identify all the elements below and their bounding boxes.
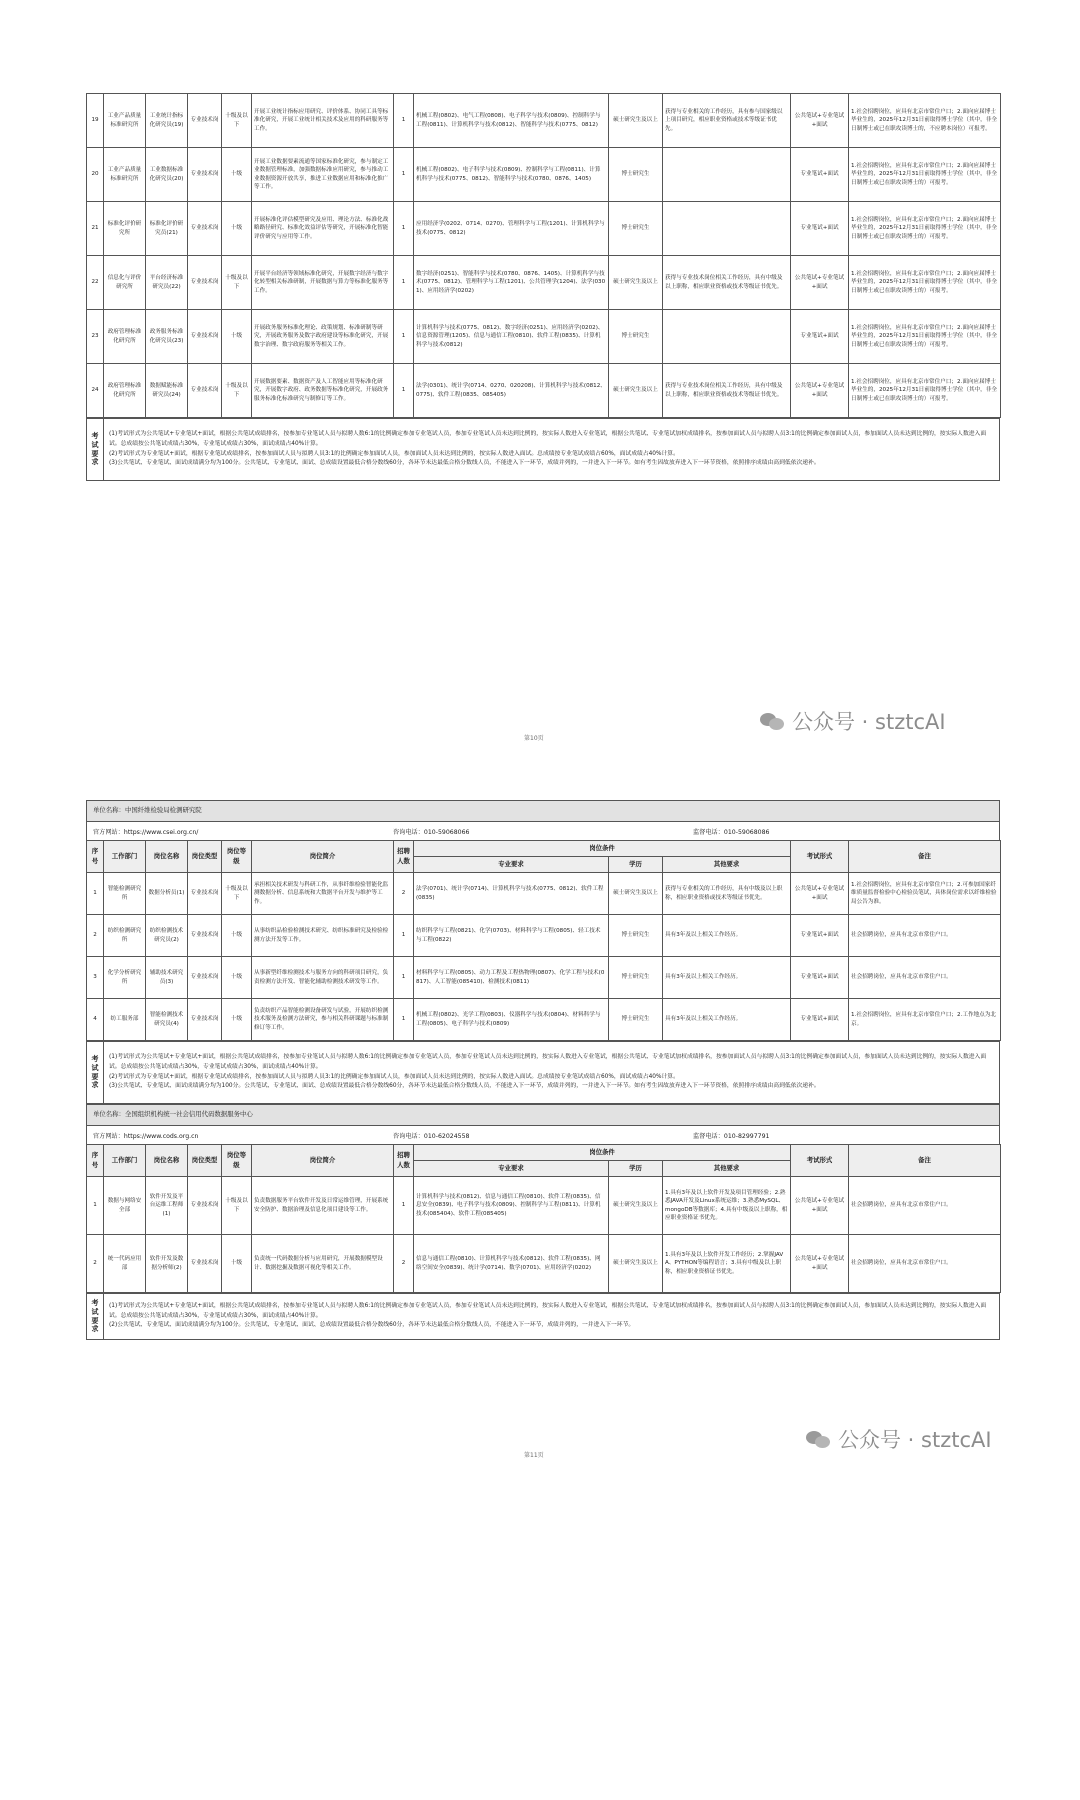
header-other: 其他要求 — [663, 1161, 791, 1177]
supervise-phone: 监督电话：010-59068086 — [693, 828, 770, 836]
header-exam: 考试形式 — [791, 1145, 849, 1177]
cell-num: 1 — [394, 256, 414, 310]
cell-major: 数字经济(0251)、智能科学与技术(0780、0876、1405)、计算机科学与技术(0775、0812)、管理科学与工程(1201)、公共管理学(1204)、法学(0301)、应用经济学(0202) — [414, 256, 609, 310]
req-line: (2)公共笔试、专业笔试、面试成绩满分均为100分。公共笔试、专业笔试、面试、总成绩设置最低合格分数线60分，各环节未达最低合格分数线人员，不能进入下一环节，成绩并列的，一并进入下一环节。 — [109, 1322, 635, 1329]
cell-post: 智能检测技术研究员(4) — [146, 999, 188, 1041]
cell-level: 十级 — [222, 310, 252, 364]
header-no: 序号 — [87, 1145, 104, 1177]
table-row — [87, 364, 1001, 418]
cell-major: 机械工程(0802)、电子科学与技术(0809)、控制科学与工程(0811)、计算机科学与技术(0775、0812)、智能科学与技术(0780、0876、1405) — [414, 148, 609, 202]
cell-edu: 博士研究生 — [609, 915, 663, 957]
req-line: (3)公共笔试、专业笔试、面试成绩满分均为100分。公共笔试、专业笔试、面试、总成绩设置最低合格分数线60分，各环节未达最低合格分数线人员，不能进入下一环节，成绩并列的，一并进入下一环节。如有考生因故放弃进入下一环节资格，依照排序成绩由高到低依次递补。 — [109, 460, 820, 467]
supervise-phone: 监督电话：010-82997791 — [693, 1132, 770, 1140]
cell-no: 4 — [87, 999, 104, 1041]
cell-edu: 博士研究生 — [609, 957, 663, 999]
cell-level: 十级及以下 — [222, 1177, 252, 1235]
cell-intro: 负责纺织产品智能检测设备研发与试验，开展纺织检测技术服务及检测方法研究，参与相关科研课题与标准制修订等工作。 — [252, 999, 394, 1041]
cell-intro: 开展工业统计指标应用研究、评价体系、协同工具等标准化研究，开展工业统计相关技术及应用的科研服务等工作。 — [252, 94, 394, 148]
cell-exam: 公共笔试+专业笔试+面试 — [791, 1235, 849, 1293]
header-cond: 岗位条件 — [414, 1145, 791, 1161]
cell-other: 获得与专业相关的工作经历，具有中级及以上职称，相应职业资格或技术等级证书优先。 — [663, 873, 791, 915]
cell-note: 1.社会招聘岗位，应具有北京市常住户口；2.面向应届博士毕业生的，2025年12月31日前取得博士学位（其中，非全日制博士或已在职攻读博士的，不应聘本岗位）可报考。 — [849, 94, 1001, 148]
cell-intro: 从事新型纤维检测技术与服务方向的科研项目研究，负责检测方法开发、智能化辅助检测技术研发等工作。 — [252, 957, 394, 999]
cell-other: 1.具有3年及以上软件开发工作经历；2.掌握JAVA、PYTHON等编程语言；3.具有中级及以上职称，相应职业资格证书优先。 — [663, 1235, 791, 1293]
cell-note: 1.社会招聘岗位，应具有北京市常住户口；2.面向应届博士毕业生的，2025年12月31日前取得博士学位（其中，非全日制博士或已在职攻读博士的）可报考。 — [849, 364, 1001, 418]
cell-intro: 开展数据要素、数据资产及人工智能应用等标准化研究，开展数字政府、政务数据等标准化研究，开展政务服务标准化标准研究与制修订等工作。 — [252, 364, 394, 418]
req-line: (3)公共笔试、专业笔试、面试成绩满分均为100分。公共笔试、专业笔试、面试、总成绩设置最低合格分数线60分，各环节未达最低合格分数线人员，不能进入下一环节，成绩并列的，一并进入下一环节。如有考生因故放弃进入下一环节资格，依照排序成绩由高到低依次递补。 — [109, 1083, 820, 1090]
cell-num: 1 — [394, 310, 414, 364]
cell-level: 十级 — [222, 148, 252, 202]
cell-edu: 硕士研究生及以上 — [609, 256, 663, 310]
cell-intro: 开展政务服务标准化理论、政策规划、标准研制等研究，开展政务服务及数字政府建设等标准化研究，开展数字治理、数字政府服务等相关工作。 — [252, 310, 394, 364]
header-major: 专业要求 — [414, 1161, 609, 1177]
header-intro: 岗位简介 — [252, 1145, 394, 1177]
cell-num: 2 — [394, 1235, 414, 1293]
header-no: 序号 — [87, 841, 104, 873]
jobs-table-unit-1 — [86, 840, 1001, 1041]
cell-dept: 纺工服务部 — [104, 999, 146, 1041]
cell-note: 1.社会招聘岗位，应具有北京市常住户口；2.可参加国家纤维质量监督检验中心检验员笔试，具体岗位需求以纤维检验局公告为准。 — [849, 873, 1001, 915]
sheet-page-1 — [86, 93, 1000, 481]
cell-exam: 公共笔试+专业笔试+面试 — [791, 1177, 849, 1235]
cell-level: 十级 — [222, 1235, 252, 1293]
cell-type: 专业技术岗 — [188, 94, 222, 148]
cell-type: 专业技术岗 — [188, 957, 222, 999]
header-level: 岗位等级 — [222, 1145, 252, 1177]
cell-exam: 专业笔试+面试 — [791, 999, 849, 1041]
cell-level: 十级及以下 — [222, 256, 252, 310]
cell-no: 3 — [87, 957, 104, 999]
table-row — [87, 94, 1001, 148]
cell-level: 十级 — [222, 999, 252, 1041]
cell-post: 工业统计指标化研究员(19) — [146, 94, 188, 148]
cell-edu: 博士研究生 — [609, 999, 663, 1041]
cell-dept: 纺织检测研究所 — [104, 915, 146, 957]
cell-post: 辅助技术研究员(3) — [146, 957, 188, 999]
cell-other: 获得与专业技术岗位相关工作经历，具有中级及以上职称，相应职业资格或技术等级证书优先。 — [663, 256, 791, 310]
cell-dept: 政府管理标准化研究所 — [104, 364, 146, 418]
cell-note: 社会招聘岗位，应具有北京市常住户口。 — [849, 957, 1001, 999]
cell-level: 十级 — [222, 915, 252, 957]
cell-edu: 博士研究生 — [609, 310, 663, 364]
cell-dept: 化学分析研究所 — [104, 957, 146, 999]
page-number: 第11页 — [524, 1452, 544, 1459]
cell-note: 1.社会招聘岗位，应具有北京市常住户口；2.面向应届博士毕业生的，2025年12月31日前取得博士学位（其中，非全日制博士或已在职攻读博士的）可报考。 — [849, 256, 1001, 310]
cell-dept: 政府管理标准化研究所 — [104, 310, 146, 364]
cell-major: 信息与通信工程(0810)、计算机科学与技术(0812)、软件工程(0835)、网络空间安全(0839)、统计学(0714)、数学(0701)、应用经济学(0202) — [414, 1235, 609, 1293]
unit-info-bar — [86, 1125, 1000, 1144]
cell-note: 1.社会招聘岗位，应具有北京市常住户口；2.面向应届博士毕业生的，2025年12月31日前取得博士学位（其中，非全日制博士或已在职攻读博士的）可报考。 — [849, 148, 1001, 202]
req-text — [104, 1042, 1000, 1104]
cell-num: 1 — [394, 999, 414, 1041]
cell-post: 标准化评价研究员(21) — [146, 202, 188, 256]
cell-other: 获得与专业技术岗位相关工作经历，具有中级及以上职称，相应职业资格或技术等级证书优先。 — [663, 364, 791, 418]
header-exam: 考试形式 — [791, 841, 849, 873]
header-post: 岗位名称 — [146, 1145, 188, 1177]
cell-type: 专业技术岗 — [188, 256, 222, 310]
cell-major: 应用经济学(0202、0714、0270)、管理科学与工程(1201)、计算机科学与技术(0775、0812) — [414, 202, 609, 256]
cell-type: 专业技术岗 — [188, 1177, 222, 1235]
cell-edu: 博士研究生 — [609, 148, 663, 202]
req-label: 考试要求 — [87, 419, 104, 481]
header-edu: 学历 — [609, 1161, 663, 1177]
table-row — [87, 915, 1001, 957]
cell-dept: 工业产品质量标准研究所 — [104, 148, 146, 202]
cell-other: 具有3年及以上相关工作经历。 — [663, 915, 791, 957]
cell-edu: 硕士研究生及以上 — [609, 94, 663, 148]
cell-level: 十级及以下 — [222, 94, 252, 148]
table-row — [87, 256, 1001, 310]
cell-post: 工业数据标准化研究员(20) — [146, 148, 188, 202]
cell-num: 1 — [394, 148, 414, 202]
header-cond: 岗位条件 — [414, 841, 791, 857]
req-line: (1)考试形式为公共笔试+专业笔试+面试，根据公共笔试成绩排名，按参加专业笔试人员与拟聘人数6:1的比例确定参加专业笔试人员，参加专业笔试人员未达到比例的，按实际人数进入专业笔试，根据公共笔试、专业笔试加权成绩排名，按参加面试人员与拟聘人员3:1的比例确定参加面试人员，参加面试人员未达到比例的，按实际人数进入面试。总成绩按公共笔试成绩占30%，专业笔试成绩占30%，面试成绩占40%计算。 — [109, 1053, 987, 1070]
header-intro: 岗位简介 — [252, 841, 394, 873]
cell-no: 22 — [87, 256, 104, 310]
cell-major: 计算机科学与技术(0775、0812)、数字经济(0251)、应用经济学(0202)、信息资源管理(1205)、信息与通信工程(0810)、软件工程(0835)、计算机科学与技术(0812) — [414, 310, 609, 364]
table-row — [87, 202, 1001, 256]
cell-post: 软件开发及平台运维工程师(1) — [146, 1177, 188, 1235]
cell-post: 数据分析员(1) — [146, 873, 188, 915]
unit-title: 单位名称：中国纤维检验局检测研究院 — [86, 800, 1000, 821]
cell-other — [663, 310, 791, 364]
req-line: (2)考试形式为专业笔试+面试，根据专业笔试成绩排名，按参加面试人员与拟聘人员3:1的比例确定参加面试人员，参加面试人员未达到比例的，按实际人数进入面试。总成绩按专业笔试成绩占60%，面试成绩占40%计算。 — [109, 1073, 679, 1080]
cell-exam: 公共笔试+专业笔试+面试 — [791, 873, 849, 915]
cell-note: 社会招聘岗位，应具有北京市常住户口。 — [849, 915, 1001, 957]
cell-note: 1.社会招聘岗位，应具有北京市常住户口；2.面向应届博士毕业生的，2025年12月31日前取得博士学位（其中，非全日制博士或已在职攻读博士的）可报考。 — [849, 310, 1001, 364]
cell-dept: 数据与网络安全部 — [104, 1177, 146, 1235]
header-post: 岗位名称 — [146, 841, 188, 873]
watermark — [806, 1424, 992, 1454]
cell-level: 十级 — [222, 202, 252, 256]
header-type: 岗位类型 — [188, 1145, 222, 1177]
cell-edu: 硕士研究生及以上 — [609, 1235, 663, 1293]
cell-exam: 专业笔试+面试 — [791, 310, 849, 364]
cell-num: 1 — [394, 94, 414, 148]
cell-other: 具有3年及以上相关工作经历。 — [663, 999, 791, 1041]
cell-major: 机械工程(0802)、光学工程(0803)、仪器科学与技术(0804)、材料科学与工程(0805)、电子科学与技术(0809) — [414, 999, 609, 1041]
cell-note: 1.社会招聘岗位，应具有北京市常住户口；2.工作地点为北京。 — [849, 999, 1001, 1041]
exam-requirements-unit-1 — [86, 1041, 1000, 1104]
jobs-table-unit-2 — [86, 1144, 1001, 1293]
req-line: (1)考试形式为公共笔试+专业笔试+面试，根据公共笔试成绩排名，按参加专业笔试人员与拟聘人数6:1的比例确定参加专业笔试人员，参加专业笔试人员未达到比例的，按实际人数进入专业笔试，根据公共笔试、专业笔试加权成绩排名，按参加面试人员与拟聘人员3:1的比例确定参加面试人员，参加面试人员未达到比例的，按实际人数进入面试。总成绩按公共笔试成绩占30%，专业笔试成绩占30%，面试成绩占40%计算。 — [109, 430, 987, 447]
cell-dept: 工业产品质量标准研究所 — [104, 94, 146, 148]
cell-dept: 统一代码应用部 — [104, 1235, 146, 1293]
cell-post: 软件开发及数据分析师(2) — [146, 1235, 188, 1293]
cell-level: 十级 — [222, 957, 252, 999]
header-note: 备注 — [849, 1145, 1001, 1177]
cell-major: 法学(0301)、统计学(0714、0270、020208)、计算机科学与技术(0812、0775)、软件工程(0835、085405) — [414, 364, 609, 418]
unit-info-bar — [86, 821, 1000, 840]
cell-exam: 专业笔试+面试 — [791, 915, 849, 957]
cell-type: 专业技术岗 — [188, 310, 222, 364]
cell-level: 十级及以下 — [222, 873, 252, 915]
watermark-text: 公众号 · stztcAI — [838, 1428, 992, 1452]
table-row — [87, 148, 1001, 202]
cell-dept: 智能检测研究所 — [104, 873, 146, 915]
header-note: 备注 — [849, 841, 1001, 873]
table-row — [87, 999, 1001, 1041]
header-dept: 工作部门 — [104, 841, 146, 873]
cell-no: 20 — [87, 148, 104, 202]
table-row — [87, 1177, 1001, 1235]
cell-note: 社会招聘岗位，应具有北京市常住户口。 — [849, 1177, 1001, 1235]
cell-num: 1 — [394, 957, 414, 999]
cell-type: 专业技术岗 — [188, 1235, 222, 1293]
watermark-text: 公众号 · stztcAI — [792, 710, 946, 734]
cell-no: 2 — [87, 915, 104, 957]
table-row — [87, 310, 1001, 364]
cell-edu: 博士研究生 — [609, 202, 663, 256]
header-dept: 工作部门 — [104, 1145, 146, 1177]
cell-dept: 标准化评价研究所 — [104, 202, 146, 256]
cell-type: 专业技术岗 — [188, 364, 222, 418]
cell-intro: 承担相关技术研发与科研工作，从事纤维检验智能化监测数据分析、信息系统和大数据平台开发与维护等工作。 — [252, 873, 394, 915]
req-text — [104, 1294, 1000, 1340]
req-line: (2)考试形式为专业笔试+面试，根据专业笔试成绩排名，按参加面试人员与拟聘人员3:1的比例确定参加面试人员，参加面试人员未达到比例的，按实际人数进入面试。总成绩按专业笔试成绩占60%，面试成绩占40%计算。 — [109, 450, 679, 457]
cell-num: 2 — [394, 873, 414, 915]
table-row — [87, 1235, 1001, 1293]
req-label: 考试要求 — [87, 1294, 104, 1340]
cell-other: 具有3年及以上相关工作经历。 — [663, 957, 791, 999]
header-edu: 学历 — [609, 857, 663, 873]
cell-intro: 开展工业数据要素流通等国家标准化研究，参与制定工业数据管理标准，加强数据标准应用研究，参与推动工业数据资源开放共享，推进工业数据应用和标准化推广等工作。 — [252, 148, 394, 202]
header-num: 招聘人数 — [394, 1145, 414, 1177]
cell-num: 1 — [394, 364, 414, 418]
header-num: 招聘人数 — [394, 841, 414, 873]
cell-type: 专业技术岗 — [188, 873, 222, 915]
cell-note: 1.社会招聘岗位，应具有北京市常住户口；2.面向应届博士毕业生的，2025年12月31日前取得博士学位（其中，非全日制博士或已在职攻读博士的）可报考。 — [849, 202, 1001, 256]
cell-type: 专业技术岗 — [188, 999, 222, 1041]
cell-other — [663, 148, 791, 202]
cell-exam: 公共笔试+专业笔试+面试 — [791, 364, 849, 418]
jobs-table-page-1 — [86, 93, 1001, 418]
cell-exam: 专业笔试+面试 — [791, 202, 849, 256]
cell-type: 专业技术岗 — [188, 915, 222, 957]
header-type: 岗位类型 — [188, 841, 222, 873]
cell-exam: 专业笔试+面试 — [791, 148, 849, 202]
cell-major: 计算机科学与技术(0812)、信息与通信工程(0810)、软件工程(0835)、信息安全(0839)、电子科学与技术(0809)、控制科学与工程(0811)、计算机技术(085404)、软件工程(085405) — [414, 1177, 609, 1235]
cell-exam: 专业笔试+面试 — [791, 957, 849, 999]
header-major: 专业要求 — [414, 857, 609, 873]
table-row — [87, 957, 1001, 999]
cell-level: 十级及以下 — [222, 364, 252, 418]
exam-requirements-page-1 — [86, 418, 1000, 481]
wechat-icon — [760, 711, 786, 731]
cell-post: 政务服务标准化研究员(23) — [146, 310, 188, 364]
page-number: 第10页 — [524, 735, 544, 742]
cell-num: 1 — [394, 915, 414, 957]
cell-post: 平台经济标准研究员(22) — [146, 256, 188, 310]
cell-num: 1 — [394, 1177, 414, 1235]
cell-major: 法学(0701)、统计学(0714)、计算机科学与技术(0775、0812)、软件工程(0835) — [414, 873, 609, 915]
cell-exam: 公共笔试+专业笔试+面试 — [791, 256, 849, 310]
cell-no: 1 — [87, 1177, 104, 1235]
website-link[interactable]: 官方网站：https://www.cods.org.cn — [93, 1132, 199, 1140]
req-text — [104, 419, 1000, 481]
header-level: 岗位等级 — [222, 841, 252, 873]
website-link[interactable]: 官方网站：https://www.csei.org.cn/ — [93, 828, 199, 836]
cell-intro: 负责数据服务平台软件开发及日常运维管理，开展系统安全防护、数据治理及信息化项目建设等工作。 — [252, 1177, 394, 1235]
cell-edu: 硕士研究生及以上 — [609, 873, 663, 915]
req-label: 考试要求 — [87, 1042, 104, 1104]
cell-no: 23 — [87, 310, 104, 364]
cell-type: 专业技术岗 — [188, 202, 222, 256]
cell-post: 数据赋能标准研究员(24) — [146, 364, 188, 418]
cell-dept: 信息化与评价研究所 — [104, 256, 146, 310]
consult-phone: 咨询电话：010-62024558 — [393, 1132, 470, 1140]
cell-major: 纺织科学与工程(0821)、化学(0703)、材料科学与工程(0805)、轻工技术与工程(0822) — [414, 915, 609, 957]
cell-major: 机械工程(0802)、电气工程(0808)、电子科学与技术(0809)、控制科学与工程(0811)、计算机科学与技术(0812)、智能科学与技术(0775、0812) — [414, 94, 609, 148]
cell-intro: 开展标准化评估模型研究及应用、理论方法、标准化战略路径研究、标准化效益评估等研究，开展标准化智能评价研究与应用等工作。 — [252, 202, 394, 256]
cell-note: 社会招聘岗位，应具有北京市常住户口。 — [849, 1235, 1001, 1293]
cell-other — [663, 202, 791, 256]
cell-major: 材料科学与工程(0805)、动力工程及工程热物理(0807)、化学工程与技术(0817)、人工智能(085410)、检测技术(0811) — [414, 957, 609, 999]
header-other: 其他要求 — [663, 857, 791, 873]
consult-phone: 咨询电话：010-59068066 — [393, 828, 470, 836]
cell-intro: 负责统一代码数据分析与应用研究，开展数据模型设计、数据挖掘及数据可视化等相关工作。 — [252, 1235, 394, 1293]
cell-other: 获得与专业相关的工作经历，具有参与国家级以上项目研究，相应职业资格或技术等级证书优先。 — [663, 94, 791, 148]
cell-edu: 硕士研究生及以上 — [609, 364, 663, 418]
cell-post: 纺织检测技术研究员(2) — [146, 915, 188, 957]
table-row — [87, 873, 1001, 915]
cell-no: 1 — [87, 873, 104, 915]
cell-no: 21 — [87, 202, 104, 256]
cell-type: 专业技术岗 — [188, 148, 222, 202]
cell-no: 24 — [87, 364, 104, 418]
req-line: (1)考试形式为公共笔试+专业笔试+面试，根据公共笔试成绩排名，按参加专业笔试人员与拟聘人数6:1的比例确定参加专业笔试人员，参加专业笔试人员未达到比例的，按实际人数进入专业笔试，根据公共笔试、专业笔试加权成绩排名，按参加面试人员与拟聘人员3:1的比例确定参加面试人员，参加面试人员未达到比例的，按实际人数进入面试。总成绩按公共笔试成绩占30%，专业笔试成绩占30%，面试成绩占40%计算。 — [109, 1302, 987, 1319]
cell-num: 1 — [394, 202, 414, 256]
cell-no: 19 — [87, 94, 104, 148]
wechat-icon — [806, 1429, 832, 1449]
exam-requirements-unit-2 — [86, 1293, 1000, 1340]
cell-other: 1.具有3年及以上软件开发及项目管理经验；2.熟悉JAVA开发及Linux系统运维；3.熟悉MySQL、mongoDB等数据库；4.具有中级及以上职称，相应职业资格证书优先。 — [663, 1177, 791, 1235]
cell-edu: 硕士研究生及以上 — [609, 1177, 663, 1235]
cell-no: 2 — [87, 1235, 104, 1293]
sheet-page-2 — [86, 800, 1000, 1340]
unit-title: 单位名称：全国组织机构统一社会信用代码数据服务中心 — [86, 1104, 1000, 1125]
cell-intro: 开展平台经济等领域标准化研究，开展数字经济与数字化转型相关标准研制，开展数据与算力等标准化服务等工作。 — [252, 256, 394, 310]
cell-exam: 公共笔试+专业笔试+面试 — [791, 94, 849, 148]
watermark — [760, 706, 946, 736]
cell-intro: 从事纺织品检验检测技术研究、纺织标准研究及检验检测方法开发等工作。 — [252, 915, 394, 957]
